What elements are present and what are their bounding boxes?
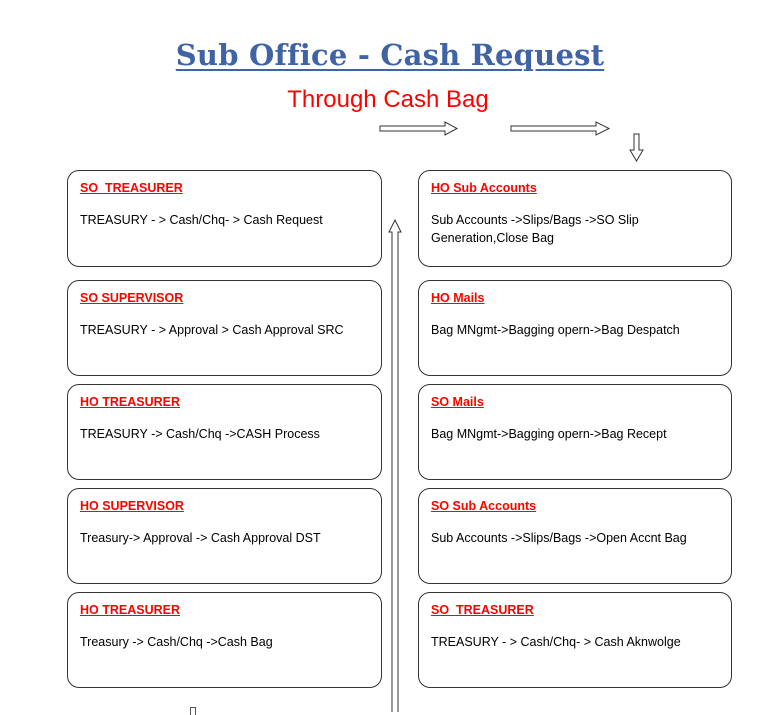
right-box-ho-mails <box>418 280 732 376</box>
right-arrow-icon <box>511 122 609 135</box>
left-box-ho-treasurer <box>67 384 382 480</box>
box-heading: SO SUPERVISOR <box>80 291 184 305</box>
page-subtitle: Through Cash Bag <box>287 86 489 113</box>
box-body: TREASURY - > Cash/Chq- > Cash Aknwolge <box>431 635 681 649</box>
box-body: Sub Accounts ->Slips/Bags ->Open Accnt Bag <box>431 531 687 545</box>
box-heading: HO Mails <box>431 291 485 305</box>
box-heading: HO TREASURER <box>80 395 181 409</box>
left-box-ho-supervisor <box>67 488 382 584</box>
box-body: Treasury-> Approval -> Cash Approval DST <box>80 531 321 545</box>
right-arrow-icon <box>380 122 457 135</box>
left-box-so-treasurer <box>67 170 382 267</box>
page-title: Sub Office - Cash Request <box>175 38 605 72</box>
box-heading: HO TREASURER <box>80 603 181 617</box>
box-heading: SO Mails <box>431 395 484 409</box>
right-box-so-treasurer <box>418 592 732 688</box>
box-heading: HO Sub Accounts <box>431 181 537 195</box>
left-box-ho-treasurer-bag <box>67 592 382 688</box>
box-heading: SO Sub Accounts <box>431 499 537 513</box>
right-box-so-mails <box>418 384 732 480</box>
box-heading: HO SUPERVISOR <box>80 499 184 513</box>
box-body: Bag MNgmt->Bagging opern->Bag Despatch <box>431 323 680 337</box>
box-body: Treasury -> Cash/Chq ->Cash Bag <box>80 635 273 649</box>
right-box-so-sub-accounts <box>418 488 732 584</box>
left-box-so-supervisor <box>67 280 382 376</box>
box-body: TREASURY -> Cash/Chq ->CASH Process <box>80 427 320 441</box>
box-heading: SO TREASURER <box>431 603 534 617</box>
page-fragment <box>190 707 196 715</box>
box-body: TREASURY - > Approval > Cash Approval SRC <box>80 323 344 337</box>
box-body: Bag MNgmt->Bagging opern->Bag Recept <box>431 427 667 441</box>
box-body: TREASURY - > Cash/Chq- > Cash Request <box>80 213 323 227</box>
down-arrow-icon <box>630 134 643 161</box>
box-body: Sub Accounts ->Slips/Bags ->SO Slip Generation,Close Bag <box>431 213 639 245</box>
box-heading: SO TREASURER <box>80 181 183 195</box>
right-box-ho-sub-accounts <box>418 170 732 267</box>
up-arrow-icon <box>389 220 401 712</box>
